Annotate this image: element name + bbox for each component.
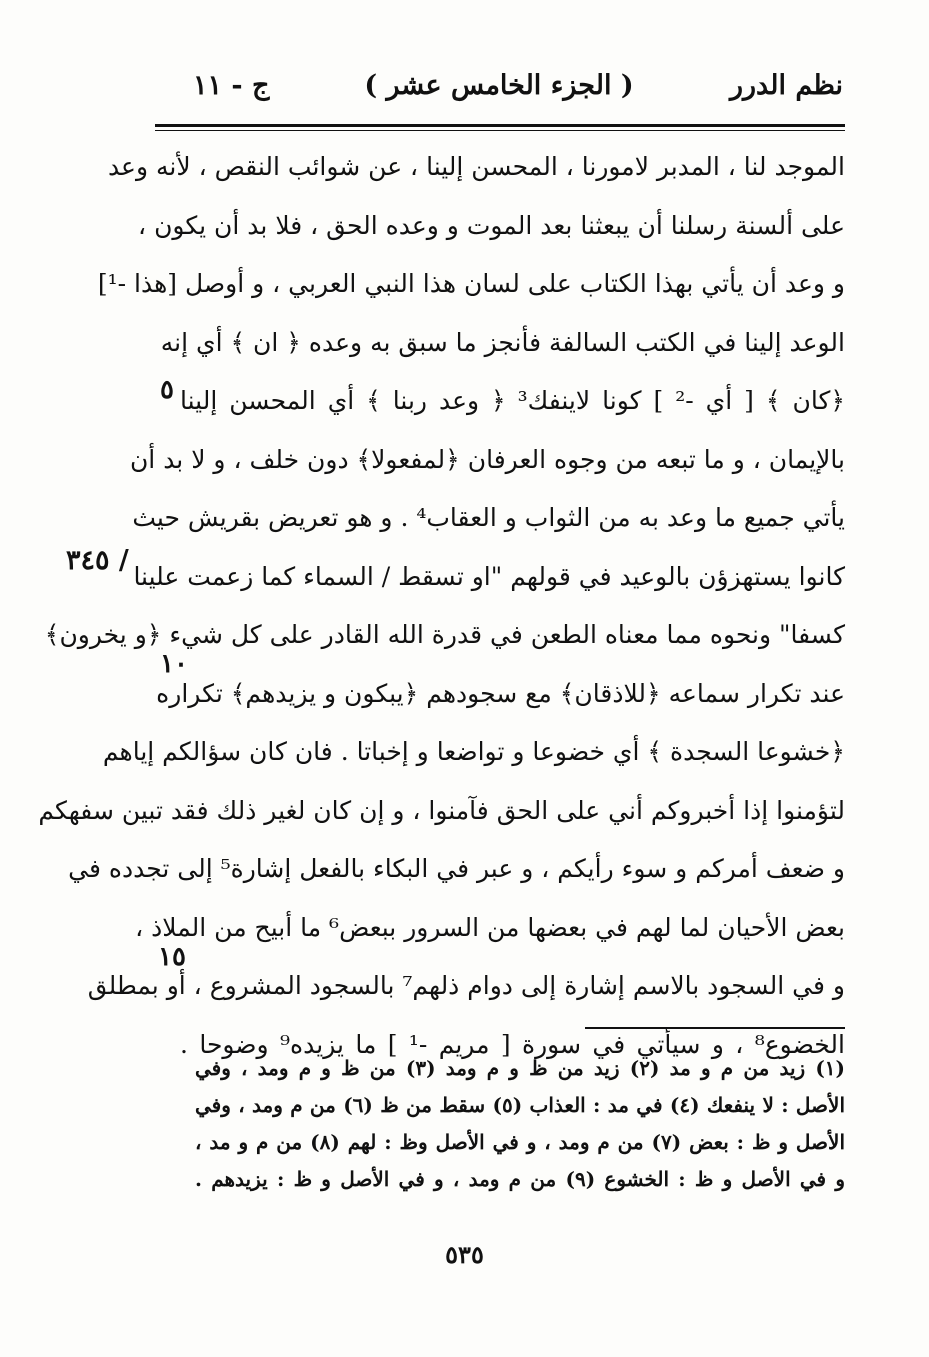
footnote-line: و في الأصل و ظ : الخشوع (٩) من م ومد ، و في الأصل و ظ : يزيدهم . xyxy=(195,1167,846,1191)
footnote-line: الأصل و ظ : بعض (٧) من م ومد ، و في الأصل وظ : لهم (٨) من م و مد ، xyxy=(195,1130,846,1154)
manuscript-page-ref: / ٣٤٥ xyxy=(66,545,129,576)
text-line: الوعد إلينا في الكتب السالفة فأنجز ما سبق به وعده ﴿ ان ﴾ أي إنه xyxy=(160,327,845,357)
line-number-15: ١٥ xyxy=(158,942,186,972)
text-line: ﴿كان ﴾ [ أي -² ] كونا لاينفك³ ﴿ وعد ربنا ﴾ أي المحسن إلينا xyxy=(180,386,845,415)
text-line: كسفا" ونحوه مما معناه الطعن في قدرة الله القادر على كل شيء ﴿و يخرون﴾ xyxy=(44,620,845,649)
text-line: و ضعف أمركم و سوء رأيكم ، و عبر في البكاء بالفعل إشارة⁵ إلى تجدده في xyxy=(68,854,845,883)
line-number-10: ١٠ xyxy=(160,649,188,679)
text-line: الخضوع⁸ ، و سيأتي في سورة [ مريم -¹ ] ما يزيده⁹ وضوحا . xyxy=(180,1029,845,1059)
text-line: لتؤمنوا إذا أخبروكم أني على الحق فآمنوا ، و إن كان لغير ذلك فقد تبين سفهكم xyxy=(38,795,845,825)
chapter-ref: ج - ١١ xyxy=(193,70,270,101)
header-rule-thick xyxy=(155,124,845,127)
text-line: ﴿خشوعا السجدة ﴾ أي خضوعا و تواضعا و إخباتا . فان كان سؤالكم إياهم xyxy=(102,737,845,766)
footnotes xyxy=(195,1050,845,1198)
text-line: الموجد لنا ، المدبر لامورنا ، المحسن إلينا ، عن شوائب النقص ، لأنه وعد xyxy=(107,152,845,181)
footnote-line: الأصل : لا ينفعك (٤) في مد : العذاب (٥) سقط من ظ (٦) من م ومد ، وفي xyxy=(195,1093,845,1117)
footnote-separator xyxy=(585,1027,845,1029)
text-line: على ألسنة رسلنا أن يبعثنا بعد الموت و وعده الحق ، فلا بد أن يكون ، xyxy=(138,210,845,240)
text-line: كانوا يستهزؤن بالوعيد في قولهم "او تسقط / السماء كما زعمت علينا xyxy=(133,561,845,591)
footnote-line: (١) زيد من م و مد (٢) زيد من ظ و م ومد (٣) من ظ و م ومد ، وفي xyxy=(195,1056,846,1080)
text-line: و وعد أن يأتي بهذا الكتاب على لسان هذا النبي العربي ، و أوصل [هذا -¹] xyxy=(97,269,845,298)
text-line: بعض الأحيان لما لهم في بعضها من السرور ببعض⁶ ما أبيح من الملاذ ، xyxy=(135,912,845,942)
book-title: نظم الدرر xyxy=(729,70,843,101)
part-title: ( الجزء الخامس عشر ) xyxy=(364,70,634,101)
text-line: عند تكرار سماعه ﴿للاذقان﴾ مع سجودهم ﴿يبكون و يزيدهم﴾ تكراره xyxy=(156,678,845,708)
text-line: يأتي جميع ما وعد به من الثواب و العقاب⁴ . و هو تعريض بقريش حيث xyxy=(132,503,845,532)
running-header xyxy=(155,70,843,110)
page-number: ٥٣٥ xyxy=(445,1240,484,1269)
header-rule-thin xyxy=(155,130,845,131)
text-line: و في السجود بالاسم إشارة إلى دوام ذلهم⁷ بالسجود المشروع ، أو بمطلق xyxy=(87,971,845,1000)
text-line: بالإيمان ، و ما تبعه من وجوه العرفان ﴿لمفعولا﴾ دون خلف ، و لا بد أن xyxy=(129,444,845,474)
line-number-5: ٥ xyxy=(160,375,174,405)
